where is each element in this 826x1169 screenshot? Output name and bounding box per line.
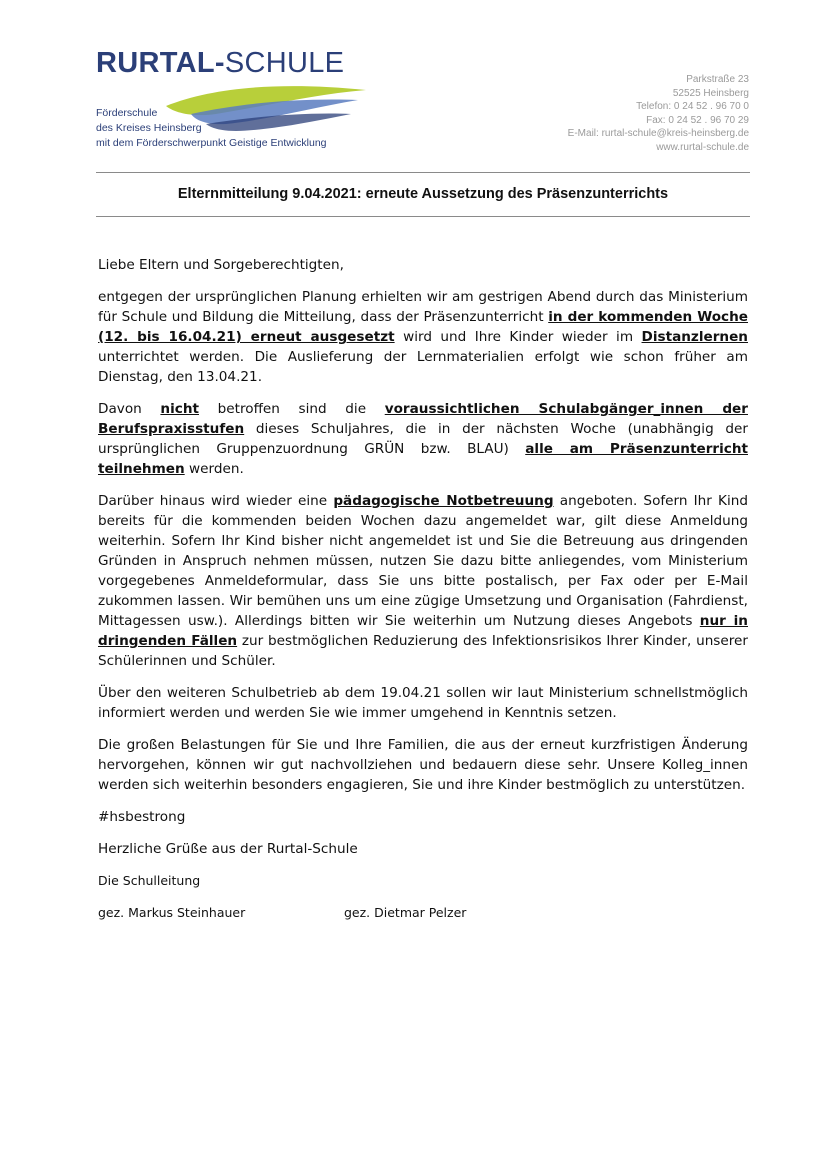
paragraph-5: Die großen Belastungen für Sie und Ihre Familien, die aus der erneut kurzfristigen Änderung hervorgehen, können wir gut nachvollziehen und bedauern diese sehr. Unsere Kolleg_innen werden sich weiterhin besonders engagieren, Sie und ihre Kinder bestmöglich zu unterstützen. — [98, 737, 748, 793]
logo-subtitle: Förderschule des Kreises Heinsberg mit dem Förderschwerpunkt Geistige Entwicklung — [96, 107, 327, 149]
greeting: Liebe Eltern und Sorgeberechtigten, — [98, 257, 344, 273]
top-divider — [96, 172, 750, 173]
hashtag: #hsbestrong — [98, 809, 186, 825]
school-address: Parkstraße 23 52525 Heinsberg Telefon: 0 24 52 . 96 70 0 Fax: 0 24 52 . 96 70 29 E-Mail: rurtal-schule@kreis-heinsberg.de www.rurtal-schule.de — [567, 74, 749, 153]
letter-body — [98, 255, 748, 923]
paragraph-1: entgegen der ursprünglichen Planung erhielten wir am gestrigen Abend durch das Ministerium für Schule und Bildung die Mitteilung, dass der Präsenzunterricht in der kommenden Woche (12. bis 16.04.21) erneut ausgesetzt wird und Ihre Kinder wieder im Distanzlernen unterrichtet werden. Die Auslieferung der Lernmaterialien erfolgt wie schon früher am Dienstag, den 13.04.21. — [98, 289, 748, 385]
school-logo — [96, 46, 376, 156]
paragraph-3: Darüber hinaus wird wieder eine pädagogische Notbetreuung angeboten. Sofern Ihr Kind bereits für die kommenden beiden Wochen dazu angemeldet war, gilt diese Anmeldung weiterhin. Sofern Ihr Kind bisher nicht angemeldet ist und Sie die Betreuung aus dringenden Gründen in Anspruch nehmen müssen, nutzen Sie dazu bitte anliegendes, vom Ministerium vorgegebenes Anmeldeformular, dass Sie uns bitte postalisch, per Fax oder per E-Mail zukommen lassen. Wir bemühen uns um eine zügige Umsetzung und Organisation (Fahrdienst, Mittagessen usw.). Allerdings bitten wir Sie weiterhin um Nutzung dieses Angebots nur in dringenden Fällen zur bestmöglichen Reduzierung des Infektionsrisikos Ihrer Kinder, unserer Schülerinnen und Schüler. — [98, 493, 748, 669]
paragraph-2: Davon nicht betroffen sind die voraussichtlichen Schulabgänger_innen der Berufspraxisstufen dieses Schuljahres, die in der nächsten Woche (unabhängig der ursprünglichen Gruppenzuordnung GRÜN bzw. BLAU) alle am Präsenzunterricht teilnehmen werden. — [98, 401, 748, 477]
logo-wordmark: RURTAL-SCHULE — [96, 47, 345, 79]
paragraph-4: Über den weiteren Schulbetrieb ab dem 19.04.21 sollen wir laut Ministerium schnellstmöglich informiert werden und werden Sie wie immer umgehend in Kenntnis setzen. — [98, 685, 748, 721]
signer-2: gez. Dietmar Pelzer — [344, 905, 467, 920]
bottom-divider — [96, 216, 750, 217]
signatures — [98, 903, 748, 923]
signer-1: gez. Markus Steinhauer — [98, 905, 246, 920]
letter-subject: Elternmitteilung 9.04.2021: erneute Aussetzung des Präsenzunterrichts — [177, 186, 669, 202]
signer-title: Die Schulleitung — [98, 873, 201, 888]
closing: Herzliche Grüße aus der Rurtal-Schule — [98, 841, 358, 857]
